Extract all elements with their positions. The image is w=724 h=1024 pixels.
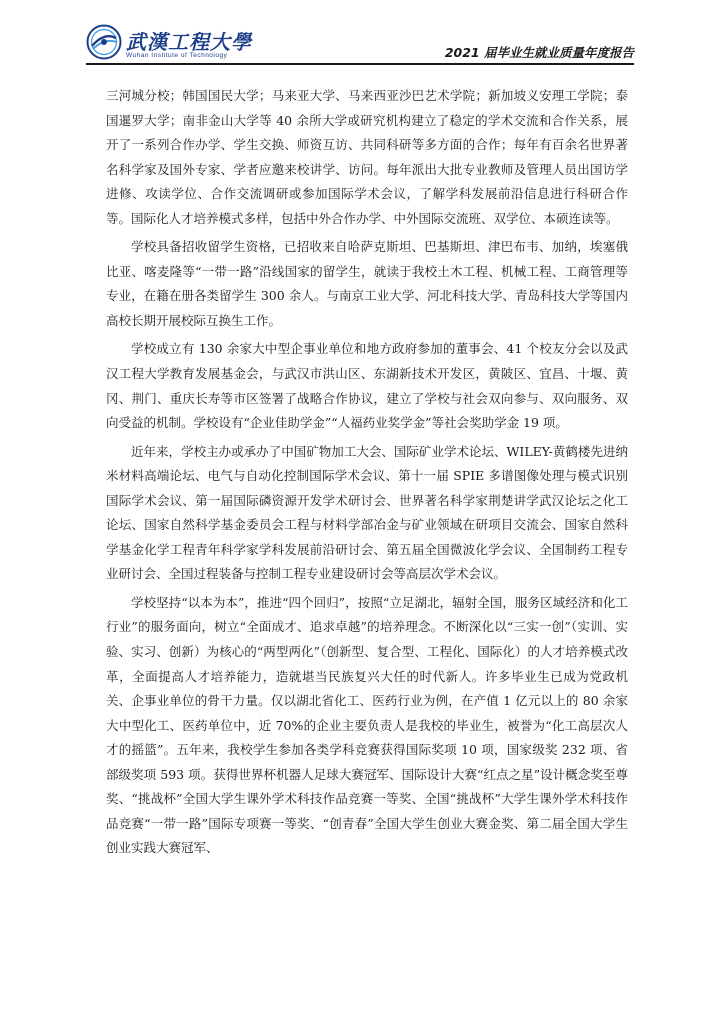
- university-name-en: Wuhan Institute of Technology: [126, 52, 228, 59]
- paragraph: 学校具备招收留学生资格，已招收来自哈萨克斯坦、巴基斯坦、津巴布韦、加纳，埃塞俄比亚、喀麦隆等“一带一路”沿线国家的留学生，就读于我校土木工程、机械工程、工商管理等专业，在籍在册各类留学生 300 余人。与南京工业大学、河北科技大学、青岛科技大学等国内高校长期开展校际互换生工作。: [106, 239, 628, 328]
- paragraph: 学校成立有 130 余家大中型企事业单位和地方政府参加的董事会、41 个校友分会以及武汉工程大学教育发展基金会，与武汉市洪山区、东湖新技术开发区，黄陂区、宜昌、十堰、黄冈、荆门、重庆长寿等市区签署了战略合作协议，建立了学校与社会双向参与、双向服务、双向受益的机制。学校设有“企业佳助学金”“人福药业奖学金”等社会奖助学金 19 项。: [106, 341, 628, 431]
- university-emblem-icon: [86, 24, 122, 60]
- paragraph-continued: 三河城分校；韩国国民大学；马来亚大学、马来西亚沙巴艺术学院；新加坡义安理工学院；泰国暹罗大学；南非金山大学等 40 余所大学或研究机构建立了稳定的学术交流和合作关系，展开了一系列合作办学、学生交换、师资互访、共同科研等多方面的合作；每年有百余名世界著名科学家及国外专家、学者应邀来校讲学、访问。每年派出大批专业教师及管理人员出国访学进修、攻读学位、合作交流调研或参加国际学术会议，了解学科发展前沿信息进行科研合作等。国际化人才培养模式多样，包括中外合作办学、中外国际交流班、双学位、本硕连读等。: [106, 88, 628, 226]
- university-name-cn: 武漢工程大學: [126, 30, 252, 54]
- header-divider: [86, 63, 634, 65]
- body-text: [106, 84, 628, 865]
- paragraph: 近年来，学校主办或承办了中国矿物加工大会、国际矿业学术论坛、WILEY-黄鹤楼先进纳米材料高端论坛、电气与自动化控制国际学术会议、第十一届 SPIE 多谱图像处理与模式识别国际学术会议、第一届国际磷资源开发学术研讨会、世界著名科学家荆楚讲学武汉论坛之化工论坛、国家自然科学基金委员会工程与材料学部冶金与矿业领域在研项目交流会、国家自然科学基金化学工程青年科学家学科发展前沿研讨会、第五届全国微波化学会议、全国制药工程专业研讨会、全国过程装备与控制工程专业建设研讨会等高层次学术会议。: [106, 443, 628, 582]
- paragraph: 学校坚持“以本为本”，推进“四个回归”，按照“立足湖北，辐射全国，服务区域经济和化工行业”的服务面向，树立“全面成才、追求卓越”的培养理念。不断深化以“三实一创”（实训、实验、实习、创新）为核心的“两型两化”（创新型、复合型、工程化、国际化）的人才培养模式改革，全面提高人才培养能力，造就堪当民族复兴大任的时代新人。许多毕业生已成为党政机关、企事业单位的骨干力量。仅以湖北省化工、医药行业为例，在产值 1 亿元以上的 80 余家大中型化工、医药单位中，近 70%的企业主要负责人是我校的毕业生，被誉为“化工高层次人才的摇篮”。五年来，我校学生参加各类学科竞赛获得国际奖项 10 项，国家级奖 232 项、省部级奖项 593 项。获得世界杯机器人足球大赛冠军、国际设计大赛“红点之星”设计概念奖至尊奖、“挑战杯”全国大学生课外学术科技作品竞赛一等奖、全国“挑战杯”大学生课外学术科技作品竞赛“一带一路”国际专项赛一等奖、“创青春”全国大学生创业大赛金奖、第二届全国大学生创业实践大赛冠军、: [106, 594, 628, 856]
- page-header: [86, 22, 634, 66]
- report-title: 2021 届毕业生就业质量年度报告: [444, 45, 634, 60]
